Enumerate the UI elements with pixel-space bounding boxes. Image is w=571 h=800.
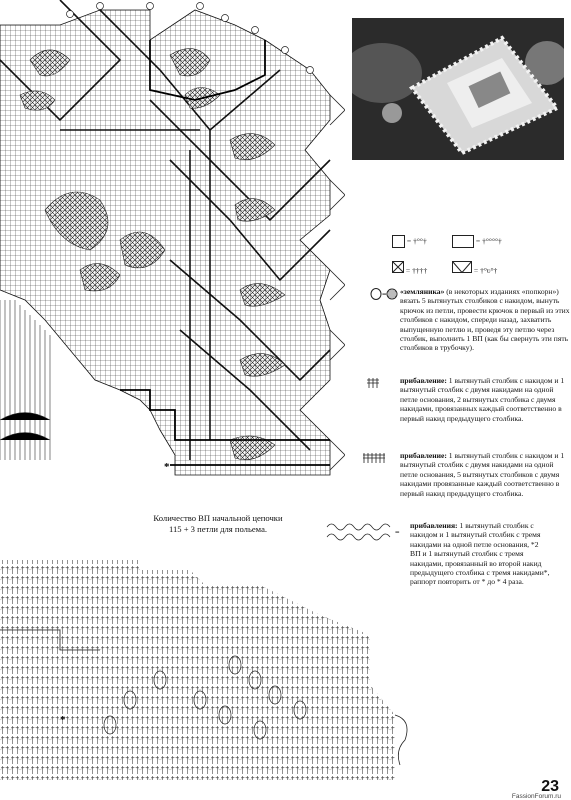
legend-row-1 [392,235,427,248]
chain-increase-icon [325,523,405,541]
crochet-symbol-chart-bottom [0,555,420,780]
filet-crochet-chart-top [0,0,345,515]
legend-row-3 [392,261,427,275]
legend-symbol-text: = †°°† [406,236,427,246]
note-body: 1 вытянутый столбик с накидом и 1 вытянутый столбик с двумя накидами на одной петле основания, 5 вытянутых столбиков с двумя накидами провязанные каждый соответственно в первый накид предыдущего столбика. [400,451,565,498]
note-title: прибавления: [410,521,458,530]
popcorn-stitch-icon [370,288,398,300]
note-body: 1 вытянутый столбик с накидом и 1 вытянутый столбик с тремя накидами на одной петле основания, *2 ВП и 1 вытянутый столбик с тремя накидами, провязанный во второй накид предыдущего столбика с тремя накидами*, раппорт повторить от * до * 4 раза. [410,521,550,587]
legend-symbol-text: = †°°°°† [475,236,502,246]
increase-3-stitch-icon [366,377,396,389]
doily-photo [352,18,564,160]
note-increase-1 [400,376,570,423]
legend-row-2 [452,235,502,248]
empty-cell-icon [392,235,405,248]
caption-line-2: 115 + 3 петли для польема. [168,524,268,534]
legend-symbol-text: = †††† [405,266,428,275]
increase-6-stitch-icon [362,452,398,464]
note-body: (в некоторых изданиях «попкорн») вязать 5 вытянутых столбиков с накидом, вынуть крючок из петли, провести крючок в первый из этих столбиков с накидом, спереди назад, захватить выпущенную петлю и, проведя эту петлю через столбик, выполнить 1 ВП (как бы свернуть эти пять столбиков в трубочку). [400,287,570,353]
svg-text:=: = [382,290,387,299]
svg-text:=: = [395,528,400,537]
note-body: 1 вытянутый столбик с накидом и 1 вытянутый столбик с двумя накидами на одной петле основания, 2 вытянутых столбика с двумя накидами, провязанных каждый соответственно в первый накид предыдущего столбика. [400,376,565,423]
repeat-asterisk: * [60,714,66,726]
note-title: прибавление: [400,451,447,460]
v-cell-icon [452,261,472,273]
start-asterisk: * [164,461,170,473]
caption-line-1: Количество ВП начальной цепочки [153,513,283,523]
note-title: прибавление: [400,376,447,385]
wide-empty-cell-icon [452,235,474,248]
note-strawberry [400,287,570,353]
note-increase-2 [400,451,570,498]
chart-caption [108,513,328,535]
crossed-cell-icon [392,261,404,273]
legend-row-4 [452,261,497,275]
legend-symbol-text: = †°ʋ°† [473,266,498,275]
page-number: 23 [541,778,559,795]
note-title: «земляника» [400,287,445,296]
site-watermark: FassionForum.ru [511,793,561,800]
note-increase-3 [410,521,550,587]
